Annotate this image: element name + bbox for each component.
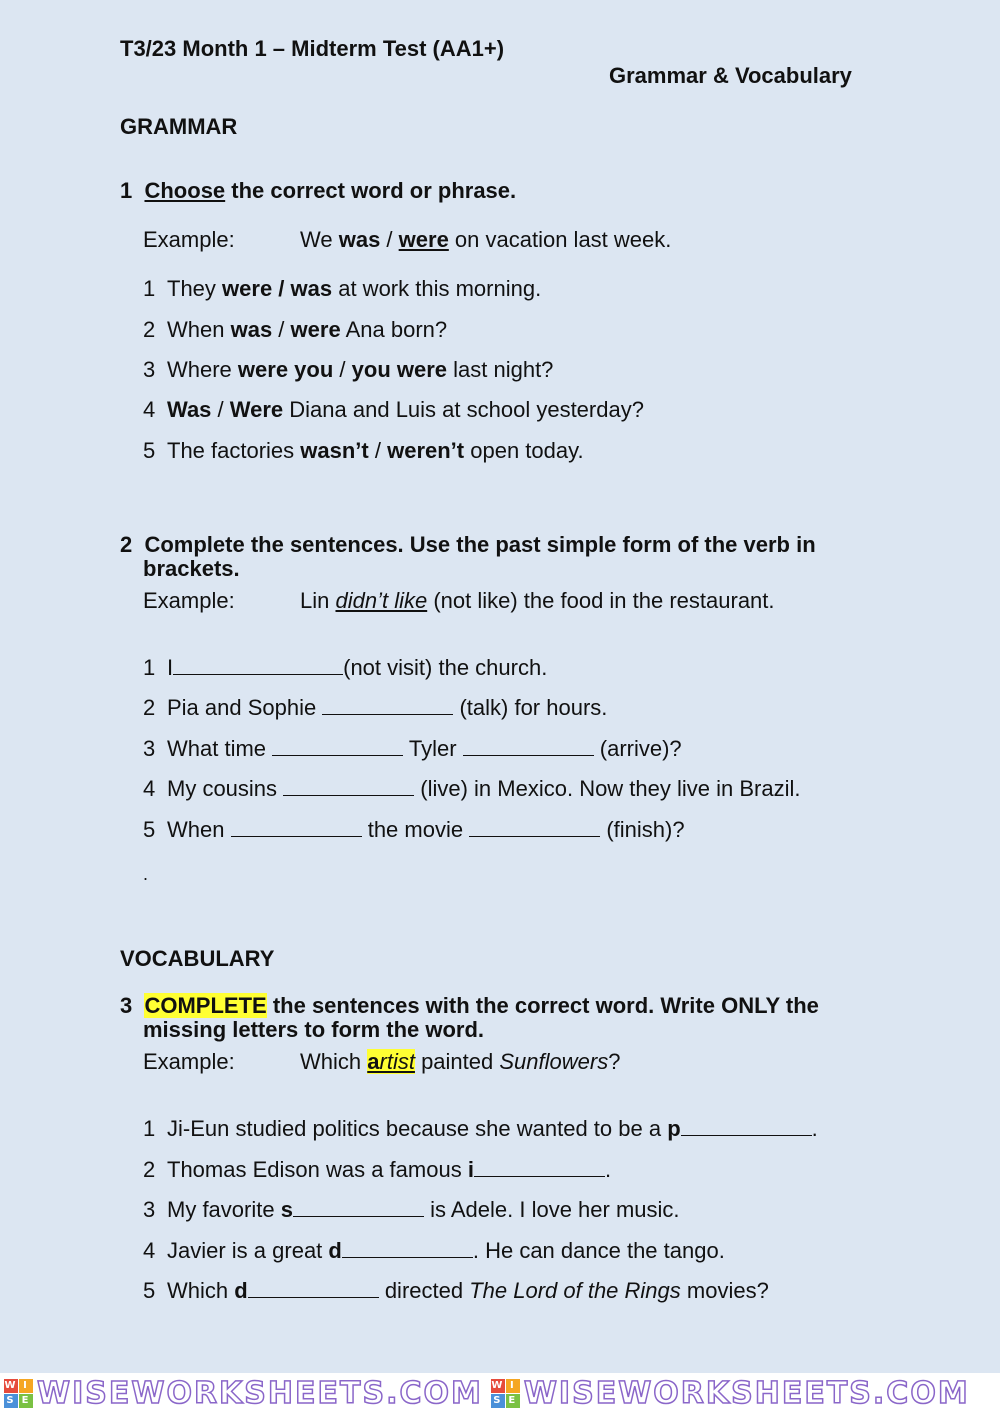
option-b-answer: were — [398, 227, 449, 252]
item-text: The factories — [167, 438, 301, 463]
item-text: (talk) for hours. — [453, 695, 608, 720]
option-a: was — [338, 227, 381, 252]
logo-letter: S — [4, 1394, 18, 1408]
logo-letter: I — [506, 1379, 520, 1393]
list-item — [143, 397, 644, 423]
example-text: on vacation last week. — [448, 227, 672, 252]
option-b: Were — [229, 397, 284, 422]
example-label: Example: — [143, 1049, 235, 1074]
question-3-instruction — [120, 993, 819, 1019]
separator: / — [380, 227, 399, 252]
instruction-text-line2: missing letters to form the word. — [143, 1017, 485, 1042]
item-text: When — [167, 817, 231, 842]
item-text: movies? — [680, 1278, 769, 1303]
question-1-example — [143, 227, 671, 253]
item-text: I — [167, 655, 174, 680]
watermark — [491, 1376, 970, 1411]
logo-letter: E — [506, 1394, 520, 1408]
instruction-highlight: COMPLETE — [144, 993, 267, 1018]
stray-dot: . — [143, 864, 149, 884]
instruction-text: the sentences with the correct word. Write ONLY the — [266, 993, 819, 1018]
item-number: 4 — [143, 397, 156, 422]
example-text: ? — [608, 1049, 621, 1074]
item-text: last night? — [447, 357, 554, 382]
answer-blank[interactable] — [293, 1198, 424, 1217]
option-a: wasn’t — [300, 438, 369, 463]
item-text: Pia and Sophie — [167, 695, 323, 720]
watermark — [4, 1376, 483, 1411]
vocabulary-heading: VOCABULARY — [120, 946, 275, 971]
list-item — [143, 695, 607, 721]
item-text: Which — [167, 1278, 235, 1303]
separator: / — [368, 438, 388, 463]
document-subtitle: Grammar & Vocabulary — [609, 63, 852, 88]
list-item — [143, 1238, 725, 1264]
item-text: Ana born? — [340, 317, 448, 342]
list-item — [143, 357, 553, 383]
item-number: 5 — [143, 1278, 156, 1303]
given-letter: i — [467, 1157, 474, 1182]
logo-letter: I — [19, 1379, 33, 1393]
logo-letter: S — [491, 1394, 505, 1408]
item-text: . He can dance the tango. — [472, 1238, 725, 1263]
question-1-instruction — [120, 178, 516, 204]
item-text: Tyler — [403, 736, 463, 761]
item-text: Where — [167, 357, 238, 382]
list-item — [143, 1197, 680, 1223]
answer-blank[interactable] — [322, 696, 453, 715]
example-answer: rtist — [379, 1049, 415, 1074]
example-label: Example: — [143, 588, 235, 613]
item-text: (arrive)? — [593, 736, 682, 761]
item-text: Ji-Eun studied politics because she wanted to be a — [167, 1116, 668, 1141]
item-text: at work this morning. — [332, 276, 542, 301]
instruction-underlined: Choose — [144, 178, 226, 203]
example-text: Which — [300, 1049, 368, 1074]
item-number: 5 — [143, 438, 156, 463]
item-number: 5 — [143, 817, 156, 842]
item-text: open today. — [464, 438, 584, 463]
list-item — [143, 317, 447, 343]
example-text: We — [300, 227, 339, 252]
option-b: you were — [351, 357, 448, 382]
instruction-text: Complete the sentences. Use the past simple form of the verb in — [144, 532, 816, 557]
given-letter: s — [280, 1197, 293, 1222]
list-item — [143, 438, 584, 464]
question-2-example — [143, 588, 775, 614]
logo-icon — [491, 1379, 520, 1408]
item-text: Javier is a great — [167, 1238, 329, 1263]
option-a: were you — [237, 357, 334, 382]
example-text: (not like) the food in the restaurant. — [427, 588, 775, 613]
question-3-example — [143, 1049, 620, 1075]
answer-blank[interactable] — [474, 1158, 605, 1177]
item-number: 3 — [143, 1197, 156, 1222]
option-a: was — [230, 317, 273, 342]
option-a: Was — [167, 397, 212, 422]
answer-blank[interactable] — [681, 1117, 812, 1136]
answer-blank[interactable] — [248, 1279, 379, 1298]
example-title: Sunflowers — [499, 1049, 609, 1074]
watermark-footer — [0, 1373, 1000, 1413]
question-number: 2 — [120, 532, 133, 557]
answer-blank[interactable] — [283, 777, 414, 796]
example-text: Lin — [300, 588, 336, 613]
item-number: 3 — [143, 357, 156, 382]
option-b: weren’t — [387, 438, 465, 463]
given-letter: p — [667, 1116, 681, 1141]
item-number: 1 — [143, 655, 156, 680]
list-item — [143, 736, 682, 762]
example-answer: didn’t like — [335, 588, 428, 613]
answer-blank[interactable] — [272, 737, 403, 756]
separator: / — [272, 317, 291, 342]
answer-blank[interactable] — [231, 818, 362, 837]
item-number: 1 — [143, 1116, 156, 1141]
example-text: painted — [414, 1049, 500, 1074]
item-text: My favorite — [167, 1197, 281, 1222]
answer-blank[interactable] — [342, 1239, 473, 1258]
item-text: When — [167, 317, 231, 342]
item-text: the movie — [361, 817, 470, 842]
movie-title: The Lord of the Rings — [469, 1278, 681, 1303]
question-2-instruction — [120, 532, 816, 558]
list-item — [143, 1116, 818, 1142]
logo-letter: W — [4, 1379, 18, 1391]
item-text: . — [604, 1157, 612, 1182]
item-text: (not visit) the church. — [343, 655, 548, 680]
instruction-text-line2: brackets. — [143, 556, 240, 581]
item-number: 4 — [143, 776, 156, 801]
list-item — [143, 817, 685, 843]
item-number: 2 — [143, 1157, 156, 1182]
item-text: (live) in Mexico. Now they live in Brazil. — [414, 776, 801, 801]
grammar-heading: GRAMMAR — [120, 114, 238, 139]
option-b: were — [290, 317, 341, 342]
watermark-text: WISEWORKSHEETS.COM — [37, 1375, 483, 1411]
list-item — [143, 776, 801, 802]
list-item — [143, 276, 541, 302]
list-item — [143, 1278, 769, 1304]
separator: / — [211, 397, 230, 422]
item-text: Thomas Edison was a famous — [167, 1157, 468, 1182]
item-number: 1 — [143, 276, 156, 301]
item-text: What time — [167, 736, 273, 761]
item-text: Diana and Luis at school yesterday? — [283, 397, 644, 422]
given-letter: d — [328, 1238, 342, 1263]
watermark-text: WISEWORKSHEETS.COM — [523, 1375, 970, 1411]
question-number: 3 — [120, 993, 133, 1018]
item-text: . — [811, 1116, 818, 1141]
list-item — [143, 655, 547, 681]
example-given-letter: a — [367, 1049, 380, 1074]
item-number: 2 — [143, 695, 156, 720]
item-number: 4 — [143, 1238, 156, 1263]
item-text: is Adele. I love her music. — [423, 1197, 680, 1222]
item-text: My cousins — [167, 776, 284, 801]
given-letter: d — [234, 1278, 248, 1303]
answer-blank[interactable] — [463, 737, 594, 756]
item-text: directed — [378, 1278, 470, 1303]
list-item — [143, 1157, 611, 1183]
document-title: T3/23 Month 1 – Midterm Test (AA1+) — [120, 36, 505, 61]
logo-letter: E — [19, 1394, 33, 1408]
instruction-text: the correct word or phrase. — [225, 178, 517, 203]
question-number: 1 — [120, 178, 133, 203]
separator: / — [333, 357, 352, 382]
logo-letter: W — [491, 1379, 505, 1391]
item-number: 2 — [143, 317, 156, 342]
item-text: (finish)? — [600, 817, 685, 842]
logo-icon — [4, 1379, 33, 1408]
item-options: were / was — [222, 276, 333, 301]
answer-blank[interactable] — [173, 656, 343, 675]
example-label: Example: — [143, 227, 235, 252]
item-text: They — [167, 276, 223, 301]
answer-blank[interactable] — [469, 818, 600, 837]
item-number: 3 — [143, 736, 156, 761]
